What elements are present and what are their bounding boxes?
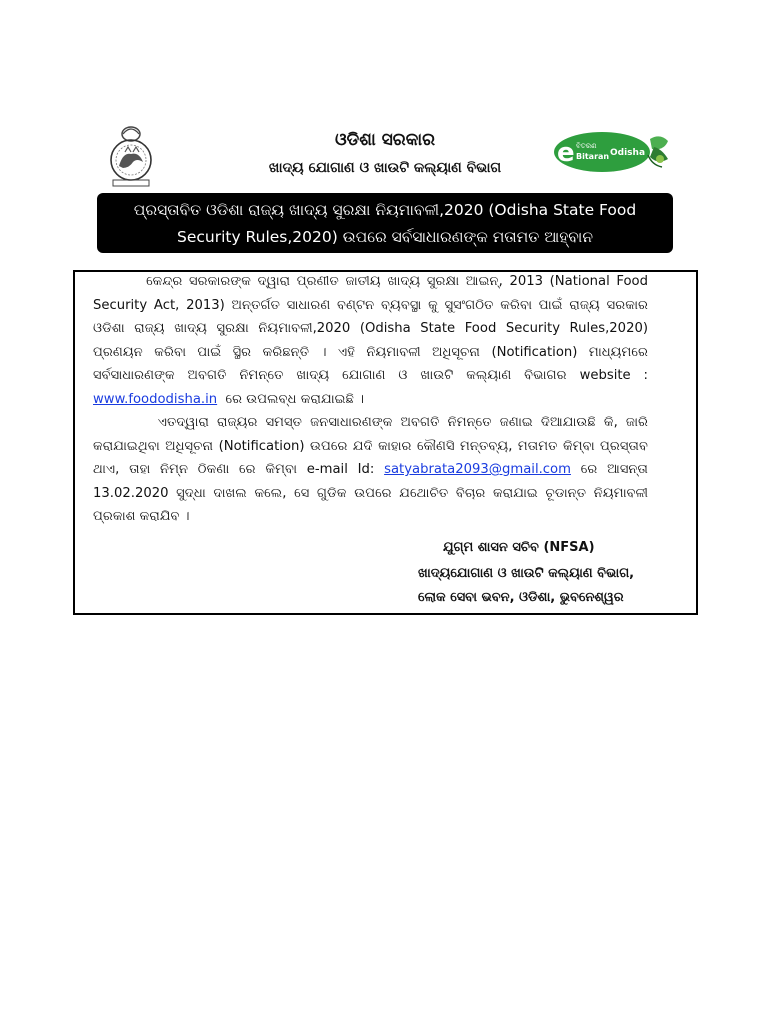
paragraph-1-text: କେନ୍ଦ୍ର ସରକାରଙ୍କ ଦ୍ୱାରା ପ୍ରଣୀତ ଜାତୀୟ ଖାଦ୍ୟ ସୁରକ୍ଷା ଆଇନ୍, 2013 (National Food Security Act, 2013) ଅନ୍ତର୍ଗତ ସାଧାରଣ ବଣ୍ଟନ ବ୍ୟବସ୍ଥା କୁ ସୁସଂଗଠିତ କରିବା ପାଇଁ ରାଜ୍ୟ ସରକାର ଓଡିଶା ରାଜ୍ୟ ଖାଦ୍ୟ ସୁରକ୍ଷା ନିୟମାବଳୀ,2020 (Odisha State Food Security Rules,2020) ପ୍ରଣୟନ କରିବା ପାଇଁ ସ୍ଥିର କରିଛନ୍ତି । ଏହି ନିୟମାବଳୀ ଅଧିସୂଚନା (Notification) ମାଧ୍ୟମରେ ସର୍ବସାଧାରଣଙ୍କ ଅବଗତି ନିମନ୍ତେ ଖାଦ୍ୟ ଯୋଗାଣ ଓ ଖାଉଟି କଲ୍ୟାଣ ବିଭାଗର website :: [93, 274, 653, 383]
government-title: ଓଡିଶା ସରକାର: [334, 130, 436, 150]
banner-line-2: Security Rules,2020) ଉପରେ ସର୍ବସାଧାରଣଙ୍କ ମତାମତ ଆହ୍ବାନ: [176, 228, 594, 246]
paragraph-1-tail: ରେ ଉପଲବ୍ଧ କରାଯାଇଛି ।: [217, 391, 365, 407]
notice-title-banner: [97, 193, 673, 253]
svg-text:e: e: [557, 138, 575, 168]
e-bitaran-logo: [552, 127, 680, 177]
signatory-address: ଲୋକ ସେବା ଭବନ, ଓଡିଶା, ଭୁବନେଶ୍ୱର: [418, 590, 624, 605]
notice-paragraph-2: [93, 411, 653, 529]
email-link[interactable]: satyabrata2093@gmail.com: [384, 462, 571, 477]
signatory-department: ଖାଦ୍ୟଯୋଗାଣ ଓ ଖାଉଟି କଲ୍ୟାଣ ବିଭାଗ,: [418, 566, 635, 581]
department-title: ଖାଦ୍ୟ ଯୋଗାଣ ଓ ଖାଉଟି କଲ୍ୟାଣ ବିଭାଗ: [268, 160, 502, 176]
notice-paragraph-1: [93, 270, 653, 411]
paragraph-2-text: ଏତଦ୍ୱାରା ରାଜ୍ୟର ସମସ୍ତ ଜନସାଧାରଣଙ୍କ ଅବଗତି ନିମନ୍ତେ ଜଣାଇ ଦିଆଯାଉଛି କି, ଜାରି କରାଯାଇଥିବା ଅଧିସୂଚନା (Notification) ଉପରେ ଯଦି କାହାର କୌଣସି ମନ୍ତବ୍ୟ, ମତାମତ କିମ୍ବା ପ୍ରସ୍ତାବ ଥାଏ, ତାହା ନିମ୍ନ ଠିକଣା ରେ କିମ୍ବା e-mail Id:: [93, 415, 653, 477]
svg-text:Bitaran: Bitaran: [576, 152, 610, 161]
signatory-title: ଯୁଗ୍ମ ଶାସନ ସଚିବ (NFSA): [443, 540, 595, 555]
banner-line-1: ପ୍ରସ୍ତାବିତ ଓଡିଶା ରାଜ୍ୟ ଖାଦ୍ୟ ସୁରକ୍ଷା ନିୟମାବଳୀ,2020 (Odisha State Food: [133, 201, 637, 219]
paragraph-2-tail: ରେ ଆସନ୍ତା 13.02.2020 ସୁଦ୍ଧା ଦାଖଲ କଲେ, ସେ ଗୁଡିକ ଉପରେ ଯଥୋଚିତ ବିଚାର କରାଯାଇ ଚୂଡାନ୍ତ ନିୟମାବଳୀ ପ୍ରକାଶ କରାଯିବ ।: [93, 462, 653, 524]
svg-text:Odisha: Odisha: [610, 148, 646, 158]
website-link[interactable]: www.foododisha.in: [93, 391, 218, 407]
svg-text:ବିତରଣ: ବିତରଣ: [576, 142, 597, 150]
